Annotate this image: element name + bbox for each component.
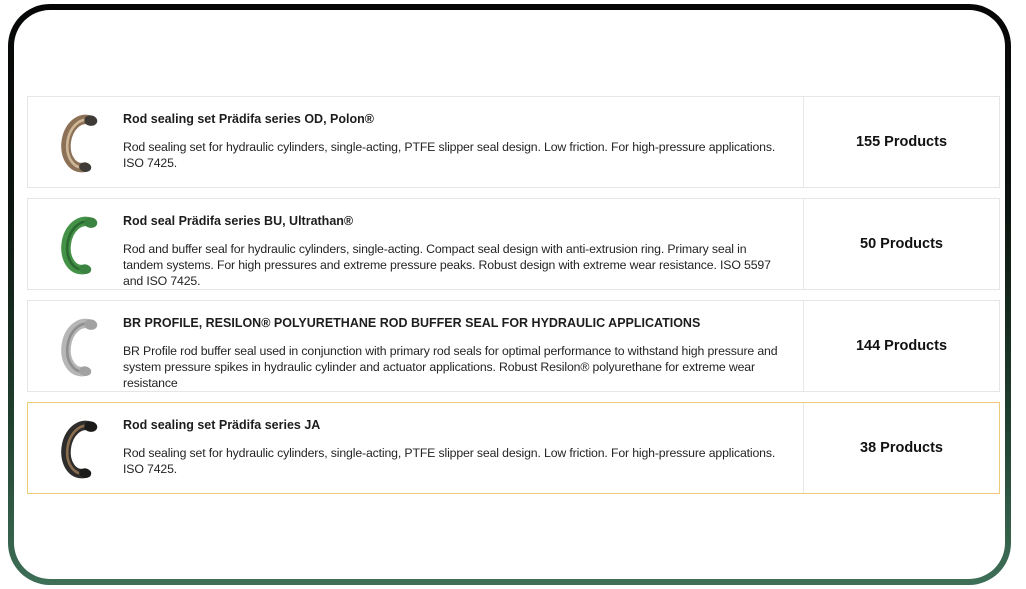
category-description: Rod sealing set for hydraulic cylinders, single-acting, PTFE slipper seal design. Low friction. For high-pressure applications. ISO 7425. (123, 140, 776, 170)
category-description: BR Profile rod buffer seal used in conjunction with primary rod seals for optimal performance to withstand high pressure and system pressure spikes in hydraulic cylinder and actuator applications. Robust Resilon® polyurethane for extreme wear resistance (123, 344, 778, 390)
product-count-label: 155 Products (855, 134, 948, 150)
category-count-cell (804, 199, 999, 289)
category-card-bu-ultrathan[interactable] (27, 198, 1000, 290)
category-card-od-polon[interactable] (27, 96, 1000, 188)
category-description: Rod sealing set for hydraulic cylinders, single-acting, PTFE slipper seal design. Low friction. For high-pressure applications. ISO 7425. (123, 446, 776, 476)
product-image (28, 301, 123, 391)
category-text (123, 403, 804, 493)
product-image (28, 403, 123, 493)
category-card-br-profile[interactable] (27, 300, 1000, 392)
category-description: Rod and buffer seal for hydraulic cylinders, single-acting. Compact seal design with anti-extrusion ring. Primary seal in tandem systems. For high pressures and extreme pressure peaks. Robust design with extreme wear resistance. ISO 5597 and ISO 7425. (123, 242, 771, 288)
category-text (123, 97, 804, 187)
category-title: Rod sealing set Prädifa series JA (123, 418, 321, 432)
category-card-ja-selected[interactable] (27, 402, 1000, 494)
seal-ring-bronze-icon (50, 103, 102, 181)
category-text (123, 199, 804, 289)
product-count-label: 50 Products (860, 236, 943, 252)
category-count-cell (804, 301, 999, 391)
category-title: BR PROFILE, RESILON® POLYURETHANE ROD BUFFER SEAL FOR HYDRAULIC APPLICATIONS (123, 316, 701, 330)
category-text (123, 301, 804, 391)
category-title: Rod sealing set Prädifa series OD, Polon® (123, 112, 374, 126)
product-image (28, 199, 123, 289)
category-count-cell (804, 97, 999, 187)
seal-ring-green-icon (50, 205, 102, 283)
product-count-label: 38 Products (860, 440, 943, 456)
seal-ring-black-icon (50, 409, 102, 487)
product-count-label: 144 Products (855, 338, 948, 354)
product-image (28, 97, 123, 187)
category-title: Rod seal Prädifa series BU, Ultrathan® (123, 214, 354, 228)
category-count-cell (804, 403, 999, 493)
seal-ring-silver-icon (50, 307, 102, 385)
